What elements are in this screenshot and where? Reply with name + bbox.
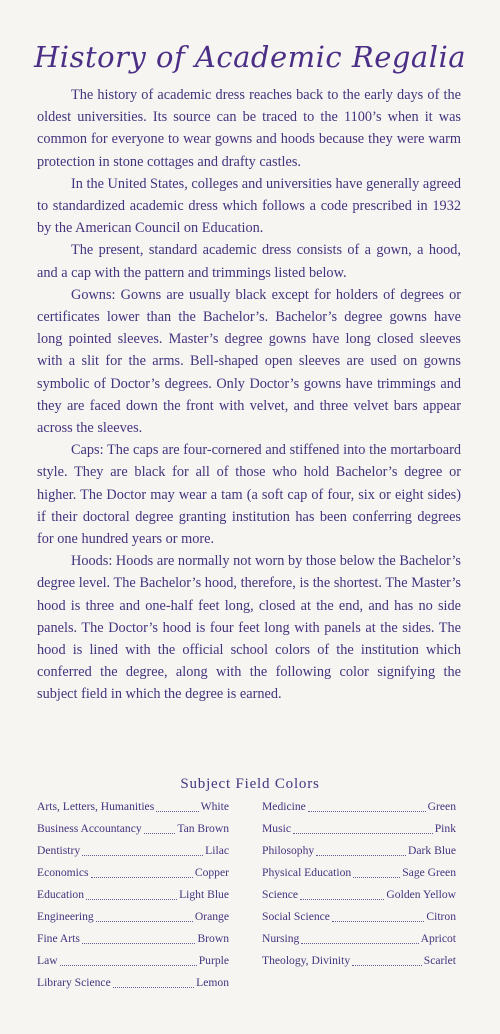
subject-color: Lemon (196, 976, 229, 989)
subject-color: Lilac (205, 844, 229, 857)
paragraph-us-code: In the United States, colleges and universities have generally agreed to standardized academic dress which follows a code prescribed in 1932 by the American Council on Education. (37, 175, 461, 237)
leader-dots (332, 921, 424, 922)
page-title: History of Academic Regalia (34, 40, 467, 74)
leader-dots (316, 855, 406, 856)
subject-color: Green (427, 800, 456, 813)
leader-dots (113, 987, 194, 988)
subject-color-row (262, 840, 456, 862)
subject-field: Business Accountancy (37, 822, 142, 835)
subject-color-row (262, 818, 456, 840)
subject-field: Science (262, 888, 299, 901)
subject-field: Medicine (262, 800, 306, 813)
leader-dots (301, 943, 418, 944)
article-body (37, 84, 461, 706)
subject-field: Physical Education (262, 866, 352, 879)
subject-color-row (37, 862, 229, 884)
subject-field: Social Science (262, 910, 330, 923)
subject-color-row (37, 906, 229, 928)
subject-color-row (262, 884, 456, 906)
paragraph-history: The history of academic dress reaches back to the early days of the oldest universities. Its source can be traced to the 1100’s when it was common for everyone to wear gowns and hoods because they were warm protection in stone cottages and drafty castles. (37, 87, 461, 170)
subject-field: Engineering (37, 910, 94, 923)
paragraph-gowns: Gowns: Gowns are usually black except for holders of degrees or certificates lower than the Bachelor’s. Bachelor’s degree gowns have long pointed sleeves. Master’s degree gowns have long closed sleeves with a slit for the arms. Bell-shaped open sleeves are used on gowns symbolic of Doctor’s degrees. Only Doctor’s gowns have trimmings and they are faced down the front with velvet, and three velvet bars appear across the sleeves. (37, 286, 461, 437)
paragraph-standard-dress: The present, standard academic dress consists of a gown, a hood, and a cap with the pattern and trimmings listed below. (37, 242, 461, 281)
leader-dots (86, 899, 177, 900)
subject-field: Arts, Letters, Humanities (37, 800, 155, 813)
leader-dots (82, 943, 196, 944)
subject-field: Library Science (37, 976, 111, 989)
subject-color: Golden Yellow (386, 888, 456, 901)
leader-dots (156, 811, 198, 812)
subject-color: Tan Brown (177, 822, 229, 835)
subject-field: Theology, Divinity (262, 954, 351, 967)
leader-dots (82, 855, 203, 856)
subject-field: Music (262, 822, 291, 835)
leader-dots (144, 833, 176, 834)
subject-field: Philosophy (262, 844, 315, 857)
subject-colors-heading: Subject Field Colors (180, 776, 320, 792)
subject-color-row (37, 796, 229, 818)
leader-dots (96, 921, 193, 922)
subject-color-row (262, 928, 456, 950)
subject-color-row (37, 840, 229, 862)
subject-field: Dentistry (37, 844, 81, 857)
leader-dots (353, 877, 400, 878)
subject-color: Light Blue (179, 888, 229, 901)
subject-field: Economics (37, 866, 89, 879)
subject-colors-left-column (37, 796, 229, 994)
subject-color-row (37, 950, 229, 972)
subject-color: Dark Blue (408, 844, 456, 857)
subject-color: White (200, 800, 229, 813)
subject-color: Brown (197, 932, 229, 945)
paragraph-hoods: Hoods: Hoods are normally not worn by those below the Bachelor’s degree level. The Bachelor’s hood, therefore, is the shortest. The Master’s hood is three and one-half feet long, closed at the end, and has no side panels. The Doctor’s hood is four feet long with panels at the sides. The hood is lined with the official school colors of the institution which conferred the degree, along with the following color signifying the subject field in which the degree is earned. (37, 553, 461, 703)
subject-color: Citron (426, 910, 456, 923)
leader-dots (308, 811, 426, 812)
subject-color: Sage Green (402, 866, 456, 879)
subject-field: Education (37, 888, 85, 901)
subject-color-row (262, 796, 456, 818)
subject-color: Apricot (420, 932, 456, 945)
leader-dots (352, 965, 422, 966)
subject-color-row (37, 928, 229, 950)
subject-color: Orange (194, 910, 229, 923)
subject-field: Law (37, 954, 58, 967)
subject-color-row (37, 884, 229, 906)
subject-color: Scarlet (423, 954, 456, 967)
leader-dots (60, 965, 197, 966)
leader-dots (293, 833, 433, 834)
leader-dots (91, 877, 193, 878)
subject-color-row (262, 906, 456, 928)
subject-field: Nursing (262, 932, 300, 945)
subject-color-row (37, 818, 229, 840)
subject-color: Pink (434, 822, 456, 835)
subject-color: Purple (198, 954, 229, 967)
subject-colors-right-column (262, 796, 456, 972)
subject-color-row (262, 862, 456, 884)
subject-color-row (262, 950, 456, 972)
leader-dots (300, 899, 384, 900)
subject-color: Copper (194, 866, 229, 879)
subject-field: Fine Arts (37, 932, 80, 945)
subject-color-row (37, 972, 229, 994)
paragraph-caps: Caps: The caps are four-cornered and stiffened into the mortarboard style. They are black for all of those who hold Bachelor’s degree or higher. The Doctor may wear a tam (a soft cap of four, six or eight sides) if their doctoral degree granting institution has been conferring degrees for one hundred years or more. (37, 442, 461, 548)
